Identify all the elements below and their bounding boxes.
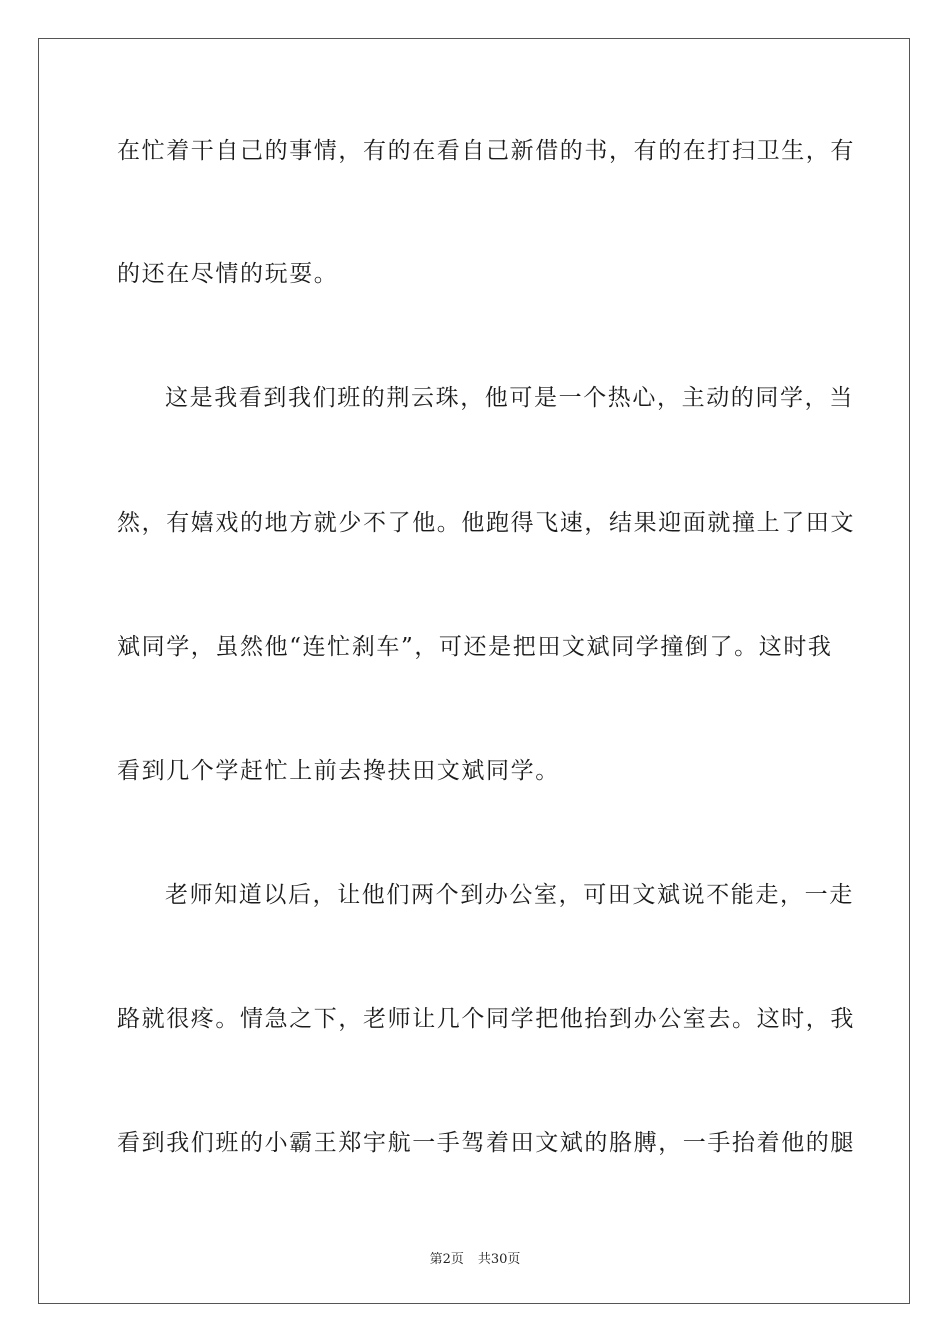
paragraph-line: 在忙着干自己的事情，有的在看自己新借的书，有的在打扫卫生，有 bbox=[117, 138, 855, 164]
page-total: 共30页 bbox=[477, 1252, 521, 1267]
paragraph-line: 看到我们班的小霸王郑宇航一手驾着田文斌的胳膊，一手抬着他的腿 bbox=[117, 1130, 855, 1156]
paragraph-line: 的还在尽情的玩耍。 bbox=[117, 261, 339, 287]
page-footer bbox=[0, 1248, 950, 1267]
paragraph-line: 斌同学，虽然他“连忙刹车”，可还是把田文斌同学撞倒了。这时我 bbox=[117, 634, 833, 660]
paragraph-line: 然，有嬉戏的地方就少不了他。他跑得飞速，结果迎面就撞上了田文 bbox=[117, 510, 855, 536]
paragraph-line: 看到几个学赶忙上前去搀扶田文斌同学。 bbox=[117, 758, 560, 784]
paragraph-line: 这是我看到我们班的荆云珠，他可是一个热心，主动的同学，当 bbox=[165, 385, 854, 411]
page-number: 第2页 bbox=[429, 1252, 464, 1267]
page-border bbox=[38, 38, 910, 1304]
paragraph-line: 路就很疼。情急之下，老师让几个同学把他抬到办公室去。这时，我 bbox=[117, 1006, 855, 1032]
paragraph-line: 老师知道以后，让他们两个到办公室，可田文斌说不能走，一走 bbox=[165, 882, 854, 908]
